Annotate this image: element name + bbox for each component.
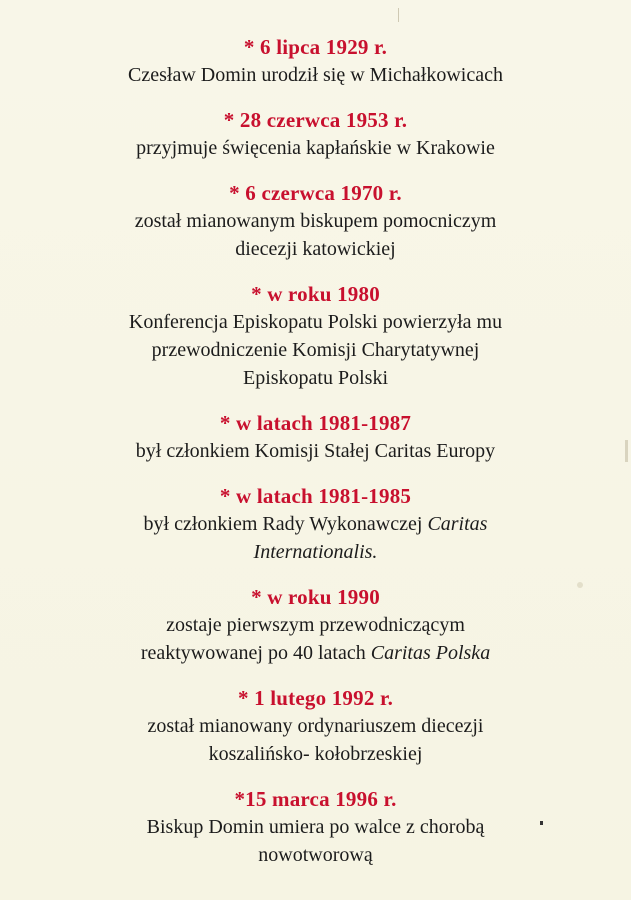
timeline-entry-1996 [0,786,631,869]
timeline-entry-1970 [0,180,631,263]
entry-description [0,61,631,89]
description-line: Konferencja Episkopatu Polski powierzyła mu [128,311,503,333]
entry-date: * 28 czerwca 1953 r. [223,108,408,132]
caritas-italic: Caritas [427,513,488,535]
entry-description [0,437,631,465]
description-text: był członkiem Rady Wykonawczej [143,513,428,535]
description-line: Czesław Domin urodził się w Michałkowicach [128,64,503,86]
paper-scratch [398,8,399,22]
description-line: został mianowany ordynariuszem diecezji [147,715,484,737]
description-line: nowotworową [258,844,373,866]
description-text: reaktywowanej po 40 latach [140,642,371,664]
description-line: był członkiem Komisji Stałej Caritas Europy [135,440,496,462]
description-line: został mianowanym biskupem pomocniczym [134,210,497,232]
description-line: przewodniczenie Komisji Charytatywnej [151,339,480,361]
timeline-entry-1990 [0,584,631,667]
entry-date: * 1 lutego 1992 r. [237,686,394,710]
entry-date: *15 marca 1996 r. [234,787,397,811]
timeline-entry-1929 [0,34,631,89]
description-line [0,639,631,667]
entry-description [0,510,631,566]
entry-description [0,611,631,667]
timeline-entry-1953 [0,107,631,162]
entry-date: * w latach 1981-1985 [219,484,412,508]
description-line [0,510,631,538]
description-line: zostaje pierwszym przewodniczącym [166,614,465,636]
entry-description [0,134,631,162]
description-line: przyjmuje święcenia kapłańskie w Krakowie [136,137,495,159]
timeline-entry-1992 [0,685,631,768]
entry-description [0,207,631,263]
timeline-entry-1981-1987 [0,410,631,465]
description-line: Episkopatu Polski [242,367,388,389]
description-line: diecezji katowickiej [235,238,396,260]
entry-date: * w latach 1981-1987 [219,411,412,435]
entry-date: * 6 czerwca 1970 r. [229,181,402,205]
biography-timeline [0,34,631,887]
caritas-polska-italic: Caritas Polska [370,642,491,664]
entry-description [0,308,631,392]
entry-description [0,813,631,869]
entry-date: * 6 lipca 1929 r. [243,35,388,59]
description-line: koszalińsko- kołobrzeskiej [208,743,423,765]
timeline-entry-1980 [0,281,631,392]
entry-date: * w roku 1980 [251,282,380,306]
timeline-entry-1981-1985 [0,483,631,566]
entry-date: * w roku 1990 [251,585,380,609]
entry-description [0,712,631,768]
description-line: Biskup Domin umiera po walce z chorobą [146,816,485,838]
description-line-italic: Internationalis. [253,541,378,563]
